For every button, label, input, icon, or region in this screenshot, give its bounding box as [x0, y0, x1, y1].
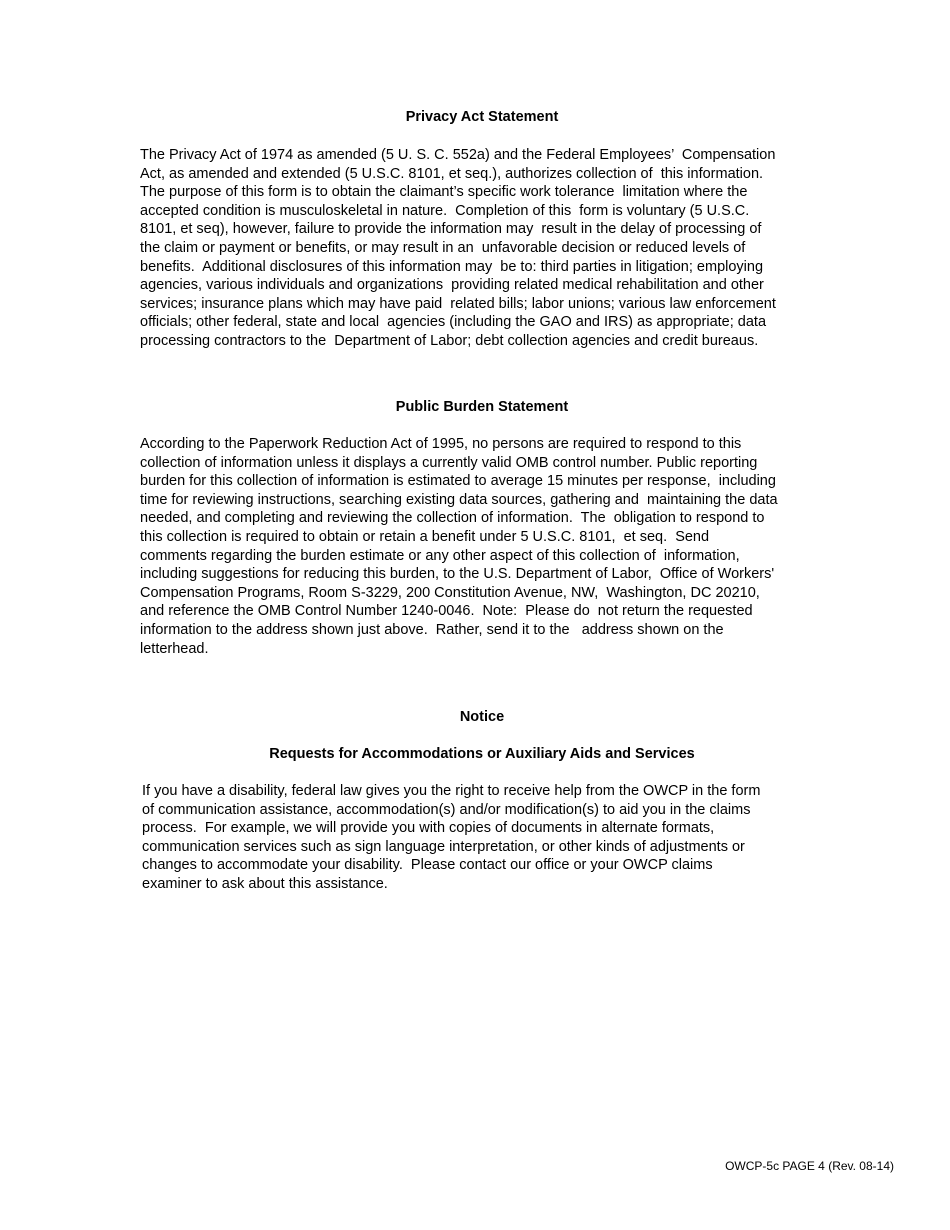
burden-line: including suggestions for reducing this burden, to the U.S. Department of Labor, Office of Workers' [140, 566, 775, 583]
burden-line: burden for this collection of information is estimated to average 15 minutes per response, including [140, 473, 776, 490]
privacy-line: Act, as amended and extended (5 U.S.C. 8101, et seq.), authorizes collection of this information. [140, 165, 764, 182]
privacy-line: accepted condition is musculoskeletal in nature. Completion of this form is voluntary (5 U.S.C. [140, 202, 750, 219]
burden-line: this collection is required to obtain or retain a benefit under 5 U.S.C. 8101, et seq. Send [140, 528, 710, 545]
notice-line: changes to accommodate your disability. Please contact our office or your OWCP claims [142, 857, 713, 874]
privacy-line: agencies, various individuals and organizations providing related medical rehabilitation and other [140, 277, 764, 294]
burden-line: Compensation Programs, Room S-3229, 200 Constitution Avenue, NW, Washington, DC 20210, [140, 584, 760, 601]
privacy-line: The purpose of this form is to obtain the claimant’s specific work tolerance limitation where the [140, 184, 748, 201]
notice-title: Notice [459, 709, 505, 725]
privacy-act-paragraph [140, 146, 830, 351]
notice-line: examiner to ask about this assistance. [142, 875, 388, 892]
burden-line: collection of information unless it displays a currently valid OMB control number. Public reporting [140, 454, 758, 471]
privacy-act-title: Privacy Act Statement [405, 109, 559, 125]
burden-line: comments regarding the burden estimate or any other aspect of this collection of information, [140, 547, 740, 564]
burden-line: needed, and completing and reviewing the collection of information. The obligation to respond to [140, 510, 765, 527]
notice-line: communication services such as sign language interpretation, or other kinds of adjustments or [142, 838, 745, 855]
form-footer: OWCP-5c PAGE 4 (Rev. 08-14) [725, 1159, 894, 1173]
burden-line: letterhead. [140, 640, 209, 657]
privacy-line: services; insurance plans which may have paid related bills; labor unions; various law enforcement [140, 295, 776, 312]
privacy-line: processing contractors to the Department of Labor; debt collection agencies and credit bureaus. [140, 332, 759, 349]
public-burden-paragraph [140, 435, 830, 658]
burden-line: and reference the OMB Control Number 1240-0046. Note: Please do not return the requested [140, 603, 753, 620]
privacy-line: benefits. Additional disclosures of this information may be to: third parties in litigation; employing [140, 258, 764, 275]
privacy-line: The Privacy Act of 1974 as amended (5 U. S. C. 552a) and the Federal Employees’ Compensation [140, 147, 776, 163]
burden-line: time for reviewing instructions, searching existing data sources, gathering and maintaining the data [140, 491, 778, 508]
notice-paragraph [142, 782, 832, 894]
notice-line: of communication assistance, accommodation(s) and/or modification(s) to aid you in the claims [142, 801, 751, 818]
burden-line: According to the Paperwork Reduction Act of 1995, no persons are required to respond to this [140, 436, 742, 452]
notice-line: If you have a disability, federal law gives you the right to receive help from the OWCP in the form [142, 783, 761, 799]
public-burden-title: Public Burden Statement [395, 399, 569, 415]
privacy-line: the claim or payment or benefits, or may result in an unfavorable decision or reduced levels of [140, 239, 746, 256]
privacy-line: officials; other federal, state and local agencies (including the GAO and IRS) as appropriate; data [140, 314, 767, 331]
privacy-line: 8101, et seq), however, failure to provide the information may result in the delay of processing of [140, 221, 762, 238]
notice-line: process. For example, we will provide you with copies of documents in alternate formats, [142, 820, 715, 837]
burden-line: information to the address shown just above. Rather, send it to the address shown on the [140, 621, 724, 638]
notice-subtitle: Requests for Accommodations or Auxiliary Aids and Services [269, 746, 695, 762]
